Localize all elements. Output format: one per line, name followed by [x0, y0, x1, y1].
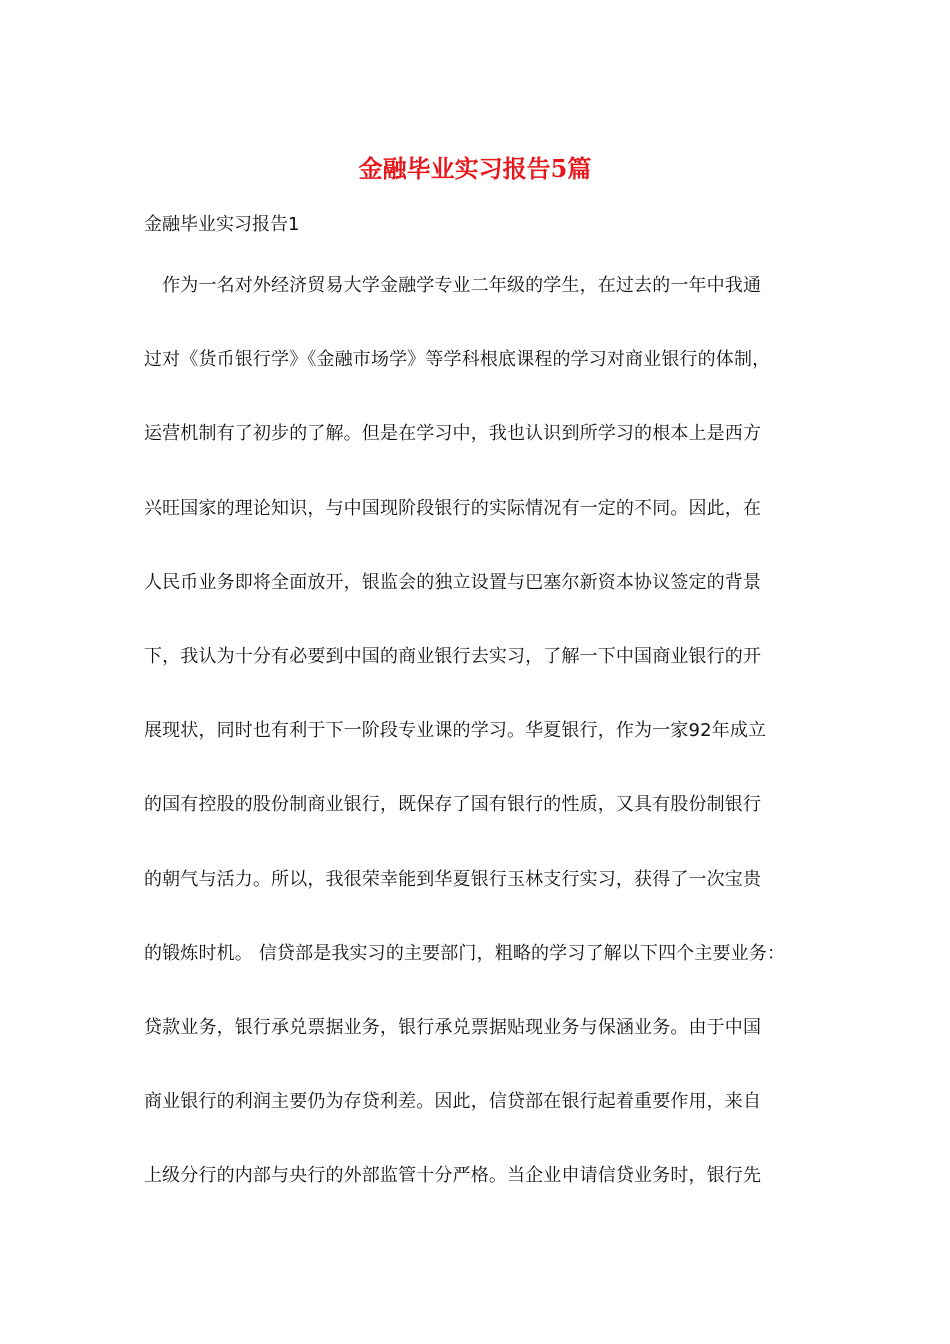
text-line: 商业银行的利润主要仍为存贷利差。因此，信贷部在银行起着重要作用，来自 — [144, 1091, 762, 1113]
body-text — [144, 272, 824, 1236]
text-line: 展现状，同时也有利于下一阶段专业课的学习。华夏银行，作为一家92年成立 — [144, 720, 767, 742]
text-line: 的锻炼时机。 信贷部是我实习的主要部门，粗略的学习了解以下四个主要业务： — [144, 942, 786, 964]
text-line: 运营机制有了初步的了解。但是在学习中，我也认识到所学习的根本上是西方 — [144, 423, 762, 445]
text-line: 人民币业务即将全面放开，银监会的独立设置与巴塞尔新资本协议签定的背景 — [144, 571, 762, 593]
text-line: 上级分行的内部与央行的外部监管十分严格。当企业申请信贷业务时，银行先 — [144, 1165, 762, 1187]
text-line: 过对《货币银行学》《金融市场学》等学科根底课程的学习对商业银行的体制， — [144, 349, 771, 371]
document-title: 金融毕业实习报告5篇 — [358, 154, 592, 183]
text-line: 的朝气与活力。所以，我很荣幸能到华夏银行玉林支行实习，获得了一次宝贵 — [144, 868, 762, 890]
text-line: 下，我认为十分有必要到中国的商业银行去实习，了解一下中国商业银行的开 — [144, 645, 762, 667]
text-line: 兴旺国家的理论知识，与中国现阶段银行的实际情况有一定的不同。因此，在 — [144, 497, 762, 519]
text-line: 作为一名对外经济贸易大学金融学专业二年级的学生，在过去的一年中我通 — [144, 275, 762, 296]
text-line: 贷款业务，银行承兑票据业务，银行承兑票据贴现业务与保涵业务。由于中国 — [144, 1016, 762, 1038]
text-line: 的国有控股的股份制商业银行，既保存了国有银行的性质，又具有股份制银行 — [144, 794, 762, 816]
section-heading: 金融毕业实习报告1 — [144, 214, 300, 235]
